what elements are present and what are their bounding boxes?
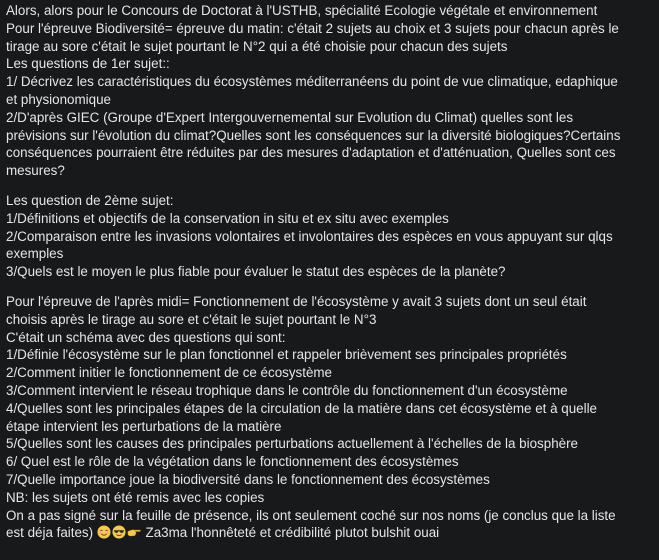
post-line: étape intervient les perturbations de la matière (6, 418, 282, 434)
post-line: Pour l'épreuve Biodiversité= épreuve du matin: c'était 2 sujets au choix et 3 sujets pour chacun après le (6, 20, 619, 36)
post-line: 1/ Décrivez les caractéristiques du écosystèmes méditerranéens du point de vue climatique, edaphique (6, 74, 618, 90)
post-line: 3/Comment intervient le réseau trophique dans le contrôle du fonctionnement d'un écosystème (6, 382, 568, 398)
post-line: 2/Comparaison entre les invasions volontaires et involontaires des espèces en vous appuyant sur qlqs (6, 228, 613, 244)
smiling-face-with-sunglasses-icon (112, 525, 126, 539)
post-line: 1/Définitions et objectifs de la conservation in situ et ex situ avec exemples (6, 210, 449, 226)
post-line: prévisions sur l'évolution du climat?Quelles sont les conséquences sur la diversité biologiques?Certains (6, 127, 621, 143)
post-line: Les questions de 1er sujet:: (6, 56, 170, 72)
post-line: tirage au sore c'était le sujet pourtant le N°2 qui a été choisie pour chacun des sujets (6, 38, 508, 54)
post-line: conséquences pourraient être réduites par des mesures d'adaptation et d'atténuation, Quelles sont ces (6, 145, 616, 161)
post-line: Pour l'épreuve de l'après midi= Fonctionnement de l'écosystème y avait 3 sujets dont un seul était (6, 293, 587, 309)
post-line: 2/Comment initier le fonctionnement de ce écosystème (6, 365, 332, 381)
post-line: Alors, alors pour le Concours de Doctorat à l'USTHB, spécialité Ecologie végétale et environnement (6, 3, 598, 18)
closing-text: Za3ma l'honnêteté et crédibilité plutot bulshit ouai (141, 525, 440, 541)
post-line: 5/Quelles sont les causes des principales perturbations actuellement à l'échelles de la biosphère (6, 436, 578, 452)
post-line: 2/D'après GIEC (Groupe d'Expert Intergouvernemental sur Evolution du Climat) quelles sont les (6, 109, 574, 125)
smiling-face-with-smiling-eyes-icon (97, 525, 111, 539)
post-line: 7/Quelle importance joue la biodiversité dans le fonctionnement des écosystèmes (6, 471, 490, 487)
post-line: exemples (6, 246, 64, 262)
post-line: 3/Quels est le moyen le plus fiable pour évaluer le statut des espèces de la planète? (6, 264, 506, 280)
post-line: mesures? (6, 163, 65, 179)
post-line: choisis après le tirage au sore et c'était le sujet pourtant le N°3 (6, 311, 377, 327)
post-paragraph (6, 293, 653, 542)
post-line (6, 524, 653, 542)
post-line: et physionomique (6, 91, 111, 107)
post-paragraphs (6, 2, 653, 542)
post-line-text: est déja faites) (6, 525, 94, 541)
post-line: On a pas signé sur la feuille de présence, ils ont seulement coché sur nos noms (je conclus que la liste (6, 507, 616, 523)
post-line: 6/ Quel est le rôle de la végétation dans le fonctionnement des écosystèmes (6, 454, 459, 470)
post-paragraph (6, 2, 653, 180)
post-line: C'était un schéma avec des questions qui sont: (6, 329, 286, 345)
post-line: 4/Quelles sont les principales étapes de la circulation de la matière dans cet écosystème et à quelle (6, 400, 598, 416)
post-paragraph (6, 192, 653, 281)
post-line: NB: les sujets ont été remis avec les copies (6, 489, 265, 505)
post-line: Les question de 2ème sujet: (6, 192, 174, 208)
post-line: 1/Définie l'écosystème sur le plan fonctionnel et rappeler brièvement ses principales propriétés (6, 347, 567, 363)
backhand-index-pointing-right-icon (127, 525, 141, 539)
